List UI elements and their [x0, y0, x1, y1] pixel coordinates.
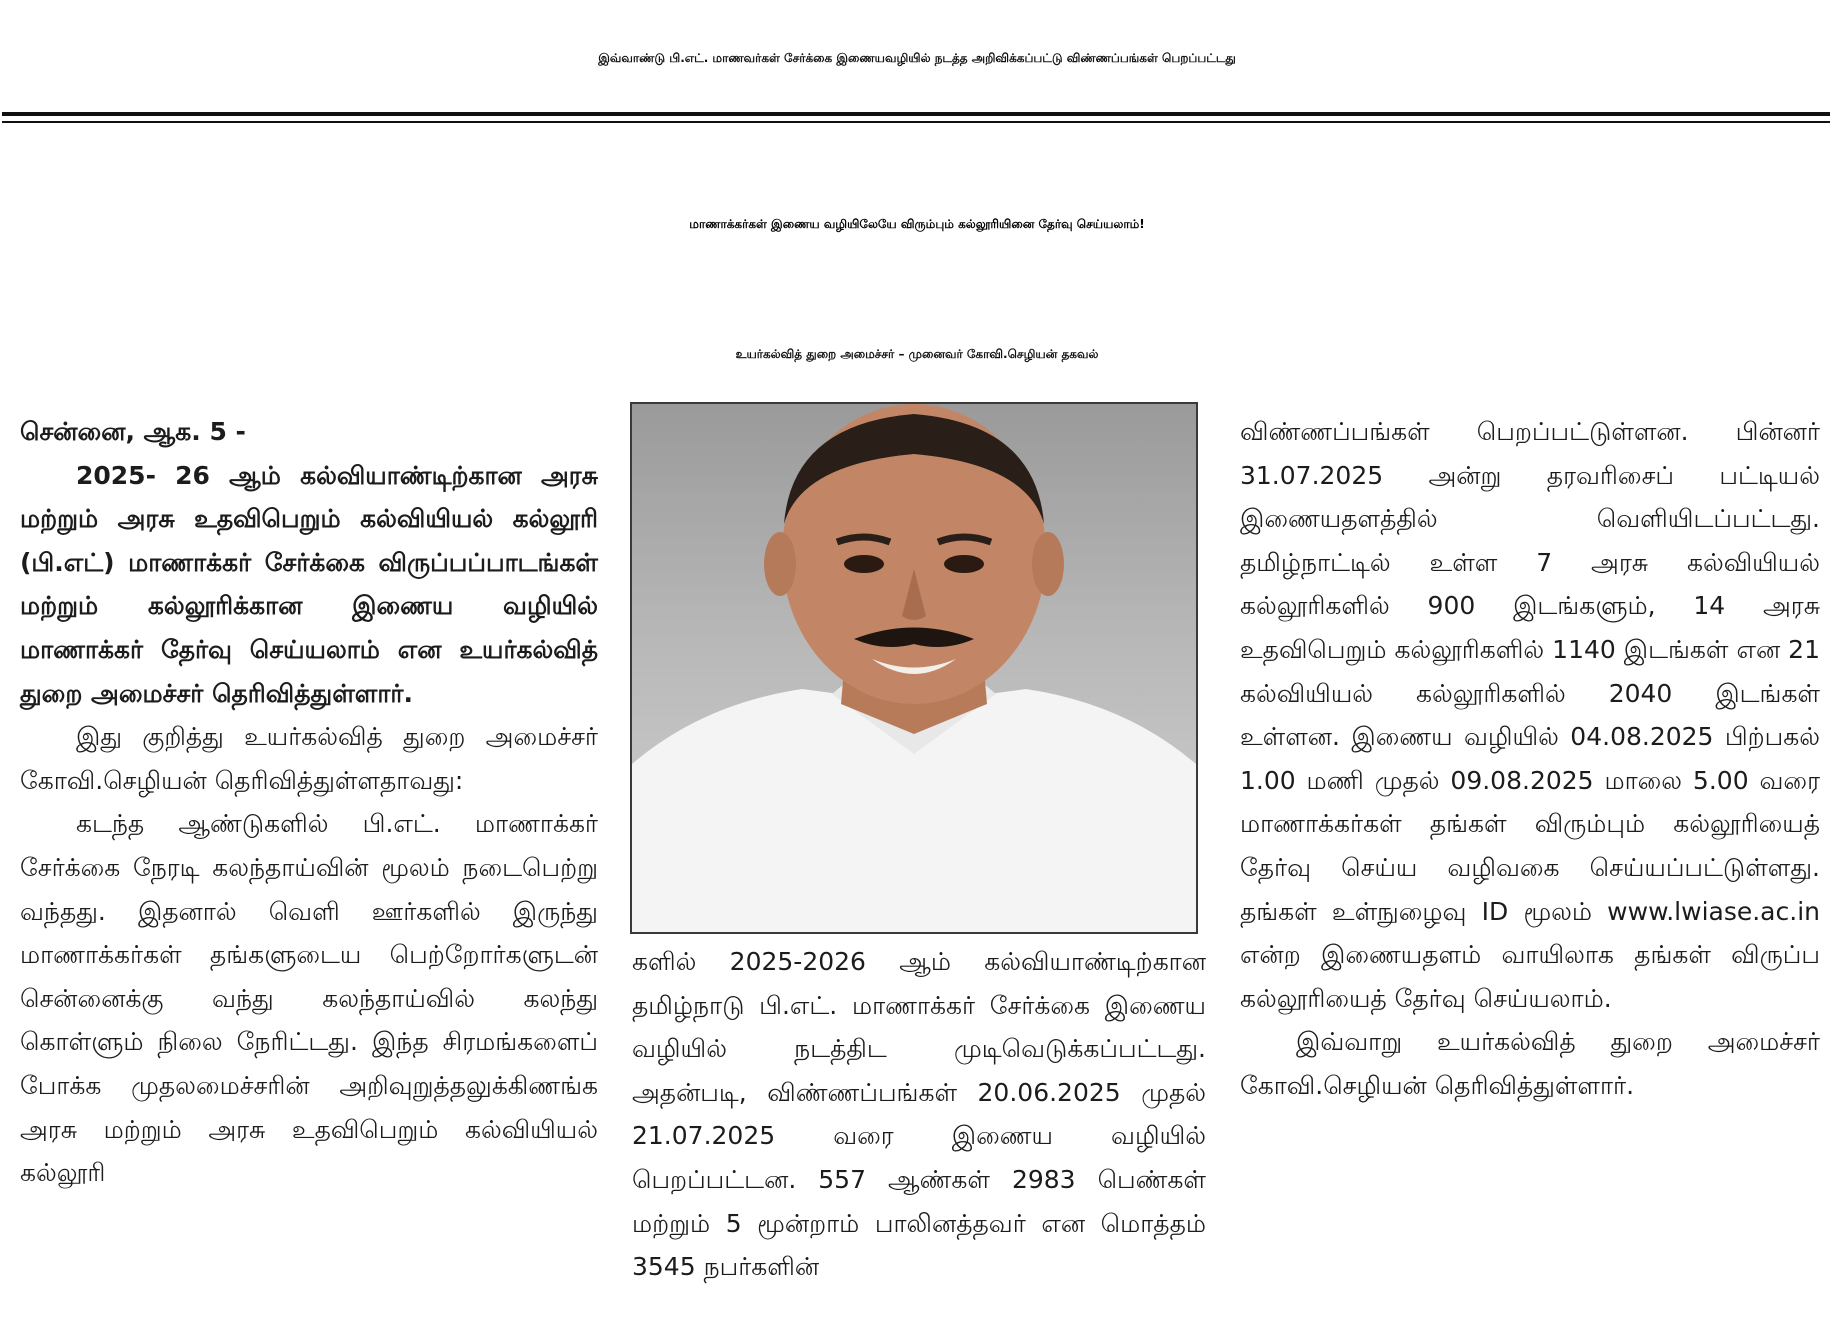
lead-paragraph: 2025- 26 ஆம் கல்வியாண்டிற்கான அரசு மற்றும் அரசு உதவிபெறும் கல்வியியல் கல்லூரி (பி.எட்) மாணாக்கர் சேர்க்கை விருப்பப்பாடங்கள் மற்றும் கல்லூரிக்கான இணைய வழியில் மாணாக்கர் தேர்வு செய்யலாம் என உயர்கல்வித் துறை அமைச்சர் தெரிவித்துள்ளார். — [20, 460, 598, 708]
kicker-headline: இவ்வாண்டு பி.எட். மாணவர்கள் சேர்க்கை இணையவழியில் நடத்த அறிவிக்கப்பட்டு விண்ணப்பங்கள் பெறப்பட்டது — [598, 51, 1236, 65]
header-rule-thin — [2, 121, 1830, 123]
portrait-illustration — [632, 404, 1196, 932]
paragraph-intro: இது குறித்து உயர்கல்வித் துறை அமைச்சர் கோவி.செழியன் தெரிவித்துள்ளதாவது: — [20, 722, 598, 795]
header-rule-thick — [2, 112, 1830, 116]
article-column-1 — [20, 410, 598, 1195]
paragraph-body-col2: களில் 2025-2026 ஆம் கல்வியாண்டிற்கான தமிழ்நாடு பி.எட். மாணாக்கர் சேர்க்கை இணைய வழியில் நடத்திட முடிவெடுக்கப்பட்டது. அதன்படி, விண்ணப்பங்கள் 20.06.2025 முதல் 21.07.2025 வரை இணைய வழியில் பெறப்பட்டன. 557 ஆண்கள் 2983 பெண்கள் மற்றும் 5 மூன்றாம் பாலினத்தவர் என மொத்தம் 3545 நபர்களின் — [632, 947, 1206, 1282]
minister-photo — [630, 402, 1198, 934]
paragraph-body-col1: கடந்த ஆண்டுகளில் பி.எட். மாணாக்கர் சேர்க்கை நேரடி கலந்தாய்வின் மூலம் நடைபெற்று வந்தது. இதனால் வெளி ஊர்களில் இருந்து மாணாக்கர்கள் தங்களுடைய பெற்றோர்களுடன் சென்னைக்கு வந்து கலந்தாய்வில் கலந்து கொள்ளும் நிலை நேரிட்டது. இந்த சிரமங்களைப் போக்க முதலமைச்சரின் அறிவுறுத்தலுக்கிணங்க அரசு மற்றும் அரசு உதவிபெறும் கல்வியியல் கல்லூரி — [20, 809, 598, 1188]
dateline: சென்னை, ஆக. 5 - — [20, 417, 246, 446]
paragraph-body-col3: விண்ணப்பங்கள் பெறப்பட்டுள்ளன. பின்னர் 31.07.2025 அன்று தரவரிசைப் பட்டியல் இணையதளத்தில் வெளியிடப்பட்டது. தமிழ்நாட்டில் உள்ள 7 அரசு கல்வியியல் கல்லூரிகளில் 900 இடங்களும், 14 அரசு உதவிபெறும் கல்லூரிகளில் 1140 இடங்கள் என 21 கல்வியியல் கல்லூரிகளில் 2040 இடங்கள் உள்ளன. இணைய வழியில் 04.08.2025 பிற்பகல் 1.00 மணி முதல் 09.08.2025 மாலை 5.00 வரை மாணாக்கர்கள் தங்கள் விரும்பும் கல்லூரியைத் தேர்வு செய்ய வழிவகை செய்யப்பட்டுள்ளது. தங்கள் உள்நுழைவு ID மூலம் www.lwiase.ac.in என்ற இணையதளம் வாயிலாக தங்கள் விருப்ப கல்லூரியைத் தேர்வு செய்யலாம். — [1240, 417, 1820, 1013]
main-headline: மாணாக்கர்கள் இணைய வழியிலேயே விரும்பும் கல்லூரியினை தேர்வு செய்யலாம்! — [689, 217, 1145, 231]
article-column-3 — [1240, 410, 1820, 1108]
sub-headline: உயர்கல்வித் துறை அமைச்சர் – முனைவர் கோவி.செழியன் தகவல் — [735, 347, 1099, 361]
article-column-2 — [632, 940, 1206, 1289]
closing-paragraph: இவ்வாறு உயர்கல்வித் துறை அமைச்சர் கோவி.செழியன் தெரிவித்துள்ளார். — [1240, 1027, 1820, 1100]
